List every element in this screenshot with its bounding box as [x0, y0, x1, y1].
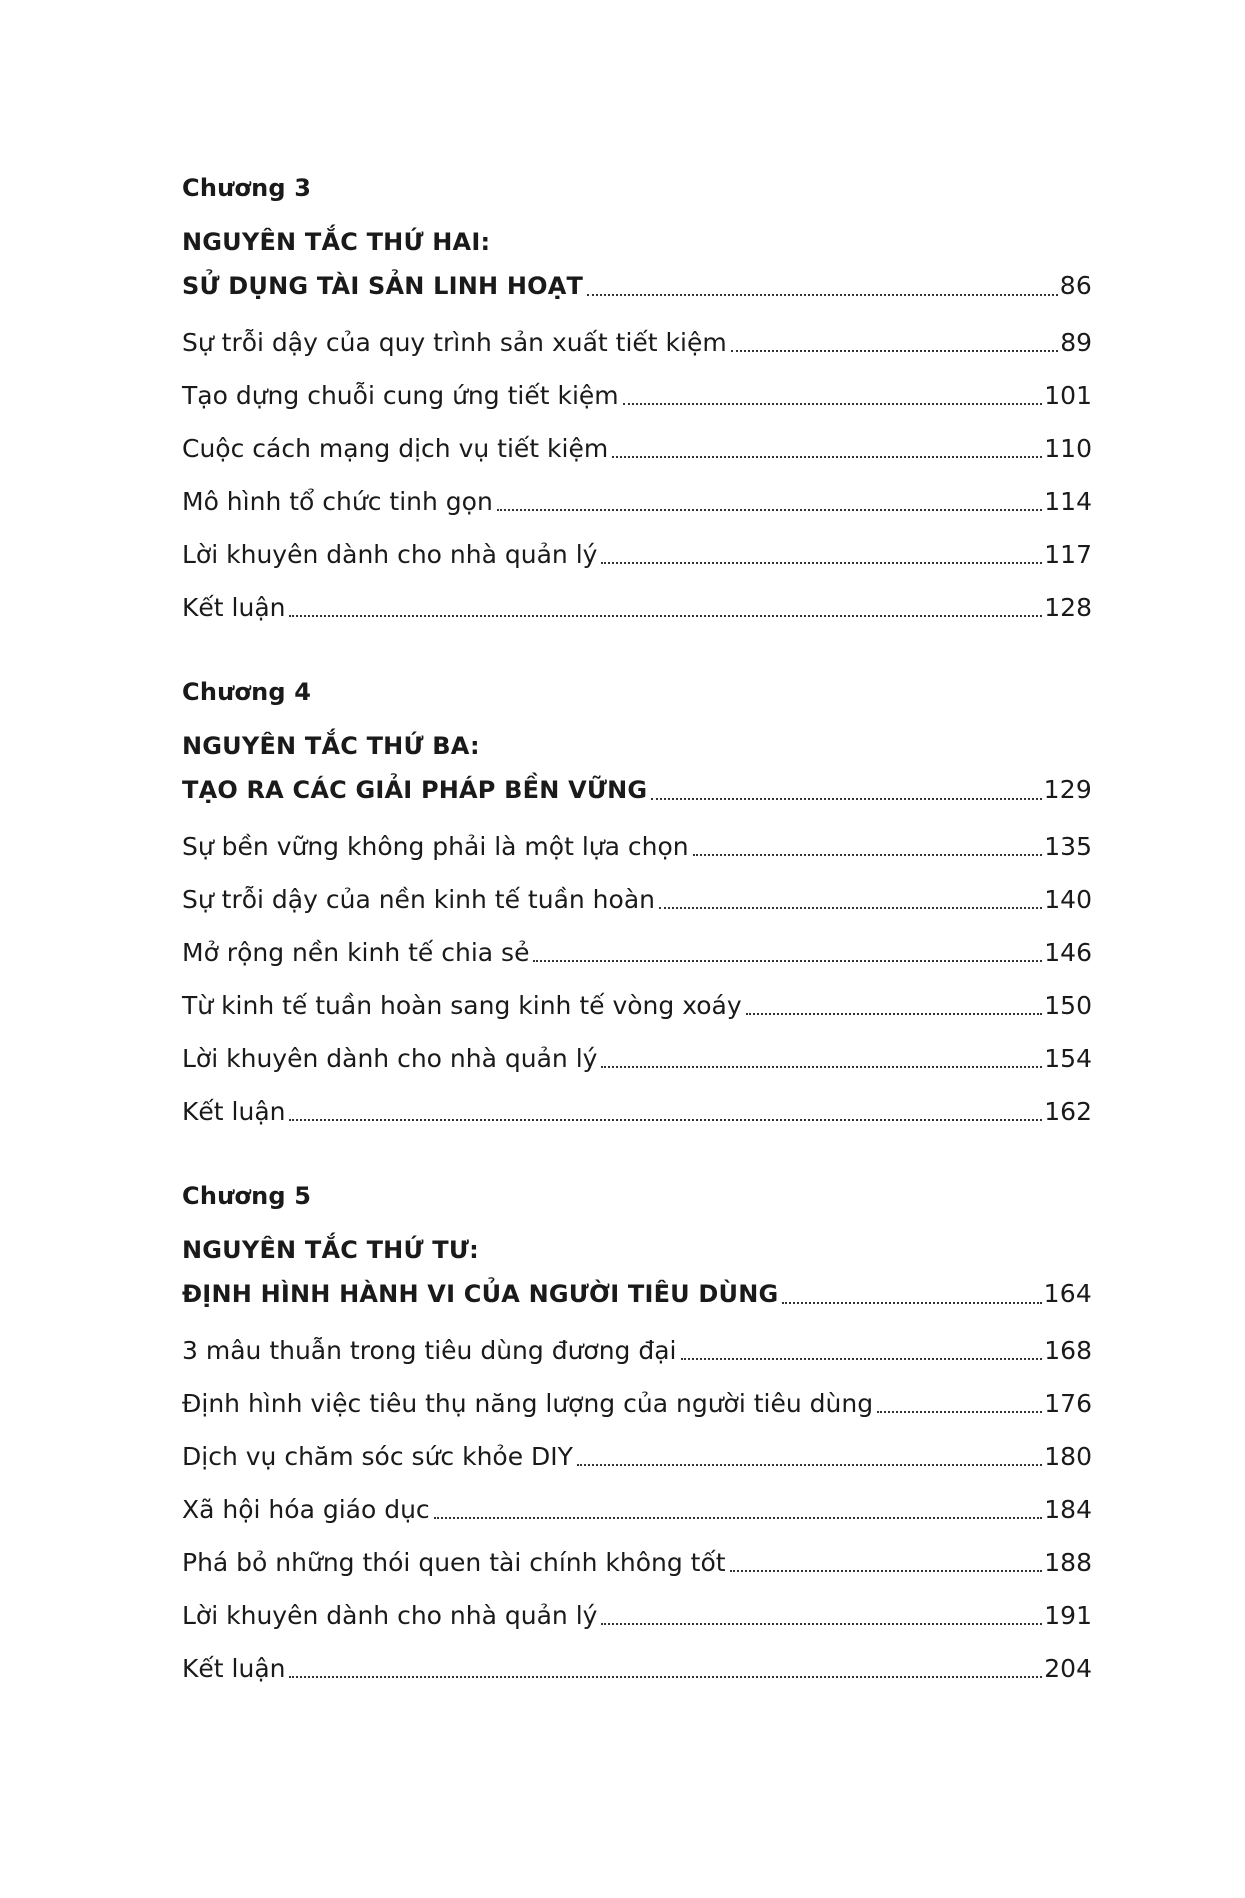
page-number: 89 [1060, 328, 1092, 357]
chapter-title-entry[interactable] [182, 1272, 1092, 1316]
chapter-title-entry[interactable] [182, 768, 1092, 812]
toc-entry-title: Sự trỗi dậy của nền kinh tế tuần hoàn [182, 885, 655, 914]
chapter-title-line1: NGUYÊN TẮC THỨ HAI: [182, 228, 491, 256]
dot-leader [612, 455, 1042, 458]
toc-entry[interactable] [182, 422, 1092, 475]
toc-entry-title: 3 mâu thuẫn trong tiêu dùng đương đại [182, 1336, 677, 1365]
dot-leader [731, 349, 1058, 352]
dot-leader [289, 614, 1042, 617]
page-number: 140 [1044, 885, 1092, 914]
dot-leader [434, 1516, 1043, 1519]
dot-leader [289, 1118, 1042, 1121]
toc-entry[interactable] [182, 369, 1092, 422]
page-number: 168 [1044, 1336, 1092, 1365]
dot-leader [730, 1569, 1043, 1572]
toc-entry[interactable] [182, 1589, 1092, 1642]
toc-entry-title: Lời khuyên dành cho nhà quản lý [182, 540, 598, 569]
dot-leader [681, 1357, 1043, 1360]
page-number: 135 [1044, 832, 1092, 861]
toc-entry[interactable] [182, 820, 1092, 873]
toc-entry-title: Tạo dựng chuỗi cung ứng tiết kiệm [182, 381, 619, 410]
dot-leader [601, 561, 1042, 564]
toc-entry[interactable] [182, 528, 1092, 581]
dot-leader [746, 1012, 1043, 1015]
page-number: 129 [1043, 775, 1092, 804]
page-number: 180 [1044, 1442, 1092, 1471]
page-number: 150 [1044, 991, 1092, 1020]
toc-entry[interactable] [182, 475, 1092, 528]
page-number: 164 [1043, 1279, 1092, 1308]
chapter-label: Chương 4 [182, 678, 312, 706]
dot-leader [877, 1410, 1042, 1413]
dot-leader [651, 797, 1041, 800]
dot-leader [659, 906, 1042, 909]
toc-entry-title: Phá bỏ những thói quen tài chính không tốt [182, 1548, 726, 1577]
toc-entry-title: Lời khuyên dành cho nhà quản lý [182, 1044, 598, 1073]
table-of-contents [182, 170, 1092, 1735]
toc-entry-title: Lời khuyên dành cho nhà quản lý [182, 1601, 598, 1630]
chapter-title-line1: NGUYÊN TẮC THỨ BA: [182, 732, 480, 760]
chapter-label: Chương 5 [182, 1182, 312, 1210]
toc-entry-title: Định hình việc tiêu thụ năng lượng của người tiêu dùng [182, 1389, 874, 1418]
page-number: 188 [1044, 1548, 1092, 1577]
page-number: 162 [1044, 1097, 1092, 1126]
toc-entry[interactable] [182, 1483, 1092, 1536]
page-number: 146 [1044, 938, 1092, 967]
page-number: 204 [1044, 1654, 1092, 1683]
toc-entry[interactable] [182, 1324, 1092, 1377]
toc-entry-title: Mở rộng nền kinh tế chia sẻ [182, 938, 530, 967]
chapter-section [182, 674, 1092, 1138]
toc-entry-title: Dịch vụ chăm sóc sức khỏe DIY [182, 1442, 573, 1471]
toc-entry-title: Cuộc cách mạng dịch vụ tiết kiệm [182, 434, 609, 463]
toc-entry[interactable] [182, 1032, 1092, 1085]
dot-leader [577, 1463, 1042, 1466]
spacer [182, 812, 1092, 820]
toc-entry-title: Từ kinh tế tuần hoàn sang kinh tế vòng xoáy [182, 991, 742, 1020]
page-number: 117 [1044, 540, 1092, 569]
page-number: 114 [1044, 487, 1092, 516]
toc-entry[interactable] [182, 873, 1092, 926]
chapter-section [182, 170, 1092, 634]
page-number: 176 [1044, 1389, 1092, 1418]
dot-leader [533, 959, 1042, 962]
spacer [182, 1316, 1092, 1324]
toc-entry-title: Kết luận [182, 1654, 286, 1683]
chapter-title-line2: ĐỊNH HÌNH HÀNH VI CỦA NGƯỜI TIÊU DÙNG [182, 1280, 779, 1308]
toc-entry[interactable] [182, 926, 1092, 979]
page-number: 154 [1044, 1044, 1092, 1073]
spacer [182, 308, 1092, 316]
page-number: 128 [1044, 593, 1092, 622]
toc-entry-title: Xã hội hóa giáo dục [182, 1495, 430, 1524]
dot-leader [693, 853, 1043, 856]
toc-entry-title: Mô hình tổ chức tinh gọn [182, 487, 493, 516]
dot-leader [587, 293, 1058, 296]
chapter-title-line1: NGUYÊN TẮC THỨ TƯ: [182, 1236, 479, 1264]
toc-entry[interactable] [182, 1642, 1092, 1695]
toc-entry[interactable] [182, 581, 1092, 634]
chapter-title-line2: SỬ DỤNG TÀI SẢN LINH HOẠT [182, 272, 584, 300]
dot-leader [497, 508, 1042, 511]
toc-entry[interactable] [182, 979, 1092, 1032]
dot-leader [782, 1301, 1041, 1304]
toc-entry-title: Sự trỗi dậy của quy trình sản xuất tiết kiệm [182, 328, 727, 357]
toc-entry[interactable] [182, 1085, 1092, 1138]
toc-entry-title: Kết luận [182, 593, 286, 622]
toc-entry[interactable] [182, 1430, 1092, 1483]
page-number: 86 [1059, 271, 1092, 300]
toc-entry-title: Sự bền vững không phải là một lựa chọn [182, 832, 689, 861]
chapter-title-entry[interactable] [182, 264, 1092, 308]
page-number: 101 [1044, 381, 1092, 410]
chapter-title-line2: TẠO RA CÁC GIẢI PHÁP BỀN VỮNG [182, 776, 648, 804]
dot-leader [623, 402, 1043, 405]
page-number: 110 [1044, 434, 1092, 463]
dot-leader [601, 1622, 1042, 1625]
toc-entry[interactable] [182, 1536, 1092, 1589]
page-number: 184 [1044, 1495, 1092, 1524]
toc-entry[interactable] [182, 316, 1092, 369]
toc-entry[interactable] [182, 1377, 1092, 1430]
dot-leader [601, 1065, 1042, 1068]
chapter-label: Chương 3 [182, 174, 312, 202]
chapter-section [182, 1178, 1092, 1695]
toc-entry-title: Kết luận [182, 1097, 286, 1126]
page-number: 191 [1044, 1601, 1092, 1630]
dot-leader [289, 1675, 1042, 1678]
